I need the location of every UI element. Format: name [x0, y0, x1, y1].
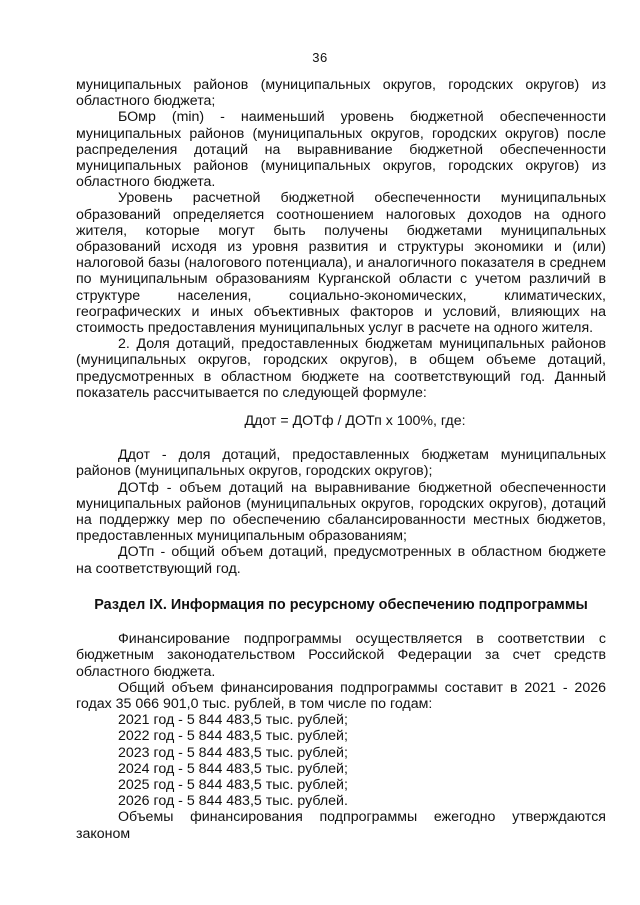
paragraph-regions-from-budget: муниципальных районов (муниципальных округов, городских округов) из областного бюджета;	[76, 77, 606, 110]
formula-ddot: Ддот = ДОТф / ДОТп х 100%, где:	[244, 413, 466, 430]
document-body	[76, 77, 606, 842]
paragraph-subsidy-share: 2. Доля дотаций, предоставленных бюджетам муниципальных районов (муниципальных округов, городских округов), в общем объеме дотаций, предусмотренных в областном бюджете на соответствующий год. Данный показатель рассчитывается по следующей формуле:	[76, 336, 606, 401]
paragraph-total-financing: Общий объем финансирования подпрограммы составит в 2021 - 2026 годах 35 066 901,0 тыс. рублей, в том числе по годам:	[76, 679, 606, 712]
financing-by-year-list	[76, 712, 606, 809]
paragraph-annual-approval: Объемы финансирования подпрограммы ежегодно утверждаются законом	[76, 809, 606, 842]
list-item: 2021 год - 5 844 483,5 тыс. рублей;	[118, 712, 348, 729]
paragraph-ddot-definition: Ддот - доля дотаций, предоставленных бюджетам муниципальных районов (муниципальных округов, городских округов);	[76, 447, 606, 480]
paragraph-dotf-definition: ДОТф - объем дотаций на выравнивание бюджетной обеспеченности муниципальных районов (муниципальных округов, городских округов), дотаций на поддержку мер по обеспечению сбалансированности местных бюджетов, предоставленных муниципальным образованиям;	[76, 479, 606, 545]
paragraph-financing-basis: Финансирование подпрограммы осуществляется в соответствии с бюджетным законодательством Российской Федерации за счет средств областного бюджета.	[76, 631, 606, 680]
paragraph-dotp-definition: ДОТп - общий объем дотаций, предусмотренных в областном бюджете на соответствующий год.	[76, 544, 606, 577]
paragraph-bomr-min-definition: БОмр (min) - наименьший уровень бюджетной обеспеченности муниципальных районов (муниципальных округов, городских округов) после распределения дотаций на выравнивание бюджетной обеспеченности муниципальных районов (муниципальных округов, городских округов) из областного бюджета.	[76, 109, 606, 191]
section-heading-resource-provision: Раздел IX. Информация по ресурсному обеспечению подпрограммы	[94, 596, 588, 613]
list-item: 2023 год - 5 844 483,5 тыс. рублей;	[118, 744, 348, 761]
list-item: 2025 год - 5 844 483,5 тыс. рублей;	[118, 776, 348, 793]
list-item: 2022 год - 5 844 483,5 тыс. рублей;	[118, 728, 348, 745]
paragraph-budget-sufficiency-level: Уровень расчетной бюджетной обеспеченности муниципальных образований определяется соотношением налоговых доходов на одного жителя, которые могут быть получены бюджетами муниципальных образований исходя из уровня развития и структуры экономики и (или) налоговой базы (налогового потенциала), и аналогичного показателя в среднем по муниципальным образованиям Курганской области с учетом различий в структуре населения, социально-экономических, климатических, географических и иных объективных факторов и условий, влияющих на стоимость предоставления муниципальных услуг в расчете на одного жителя.	[76, 190, 606, 337]
list-item: 2024 год - 5 844 483,5 тыс. рублей;	[118, 760, 348, 777]
page-number: 36	[312, 50, 328, 65]
list-item: 2026 год - 5 844 483,5 тыс. рублей.	[118, 793, 348, 810]
